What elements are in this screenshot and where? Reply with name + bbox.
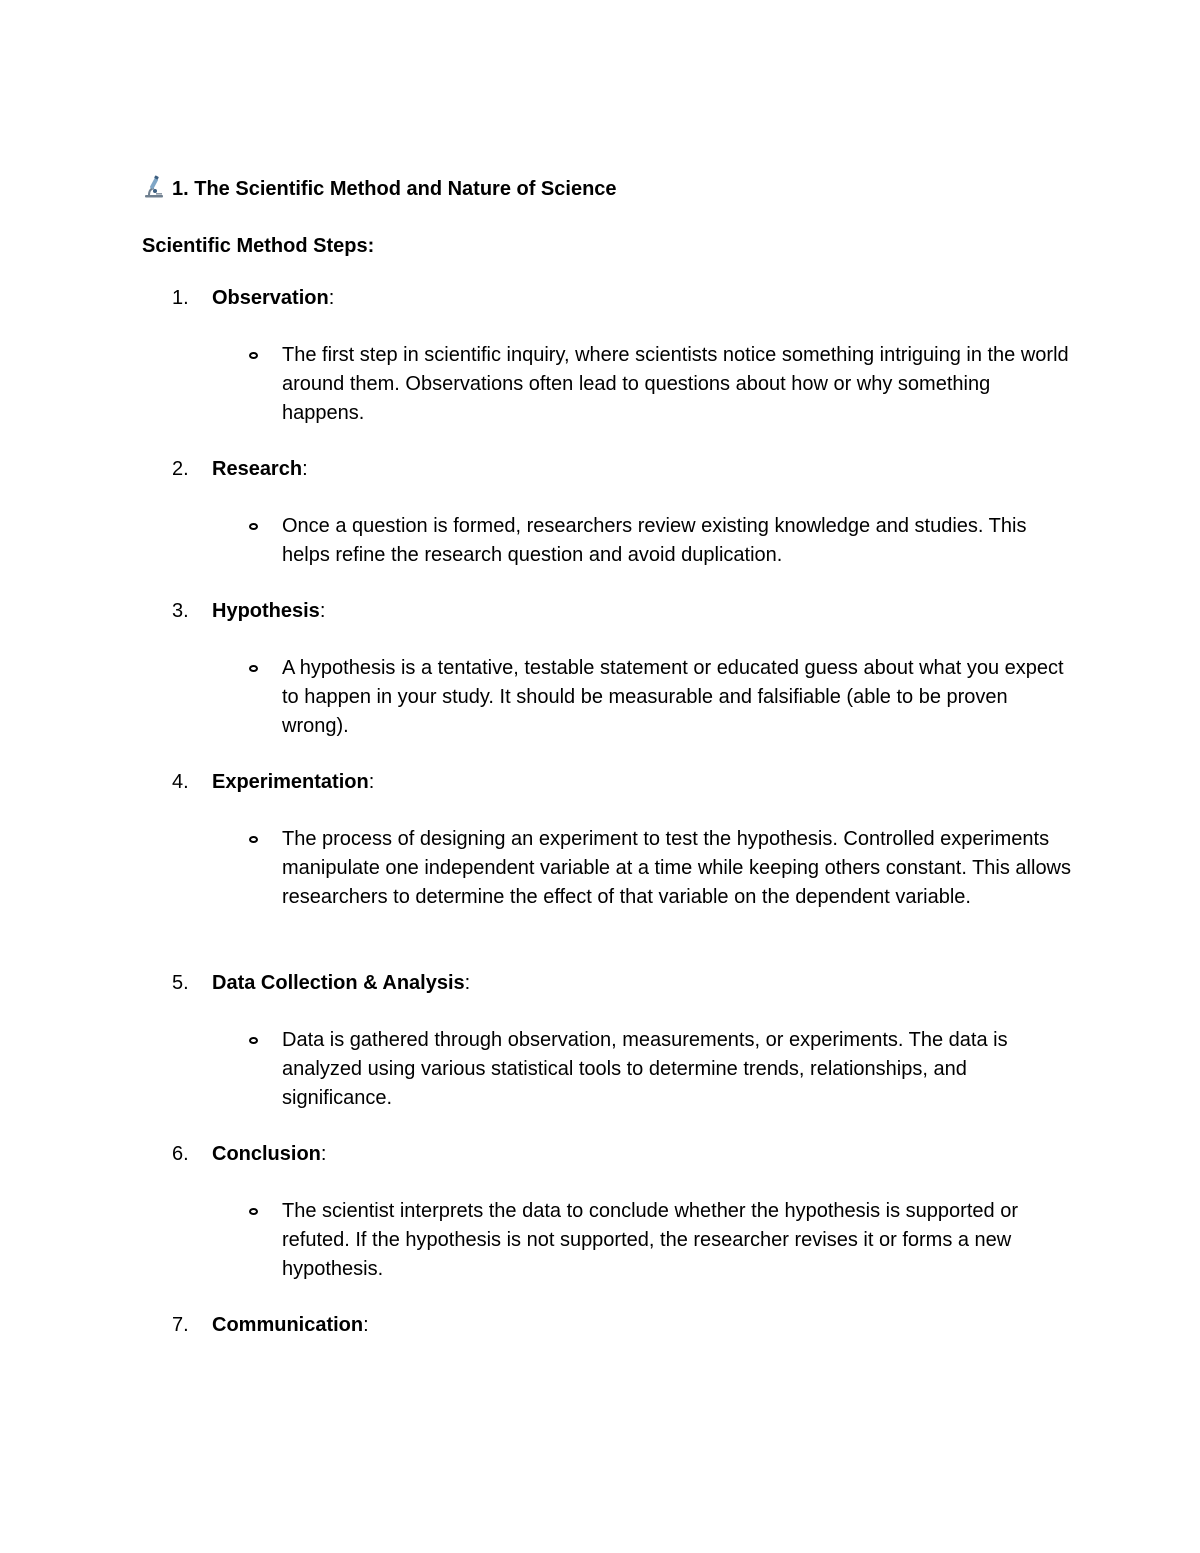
step-description [282, 825, 1072, 912]
step-heading [172, 1140, 1072, 1168]
hollow-bullet-icon [249, 1208, 258, 1215]
step-description [282, 341, 1072, 428]
step-description [282, 654, 1072, 741]
hollow-bullet-icon [249, 352, 258, 359]
step-number: 2. [172, 458, 189, 480]
step-heading [172, 969, 1072, 997]
list-item-step-5 [172, 969, 1072, 1113]
step-description [282, 1197, 1072, 1284]
step-heading [172, 768, 1072, 796]
step-number: 1. [172, 287, 189, 309]
step-heading [172, 1311, 1072, 1339]
step-number: 4. [172, 771, 189, 793]
document-title [142, 175, 617, 203]
step-label: Hypothesis [212, 600, 320, 622]
hollow-bullet-icon [249, 1037, 258, 1044]
list-item-step-6 [172, 1140, 1072, 1284]
step-description-text: The first step in scientific inquiry, where scientists notice something intriguing in the world around them. Observations often lead to questions about how or why something happens. [282, 344, 1069, 424]
step-number: 5. [172, 972, 189, 994]
list-item-step-4 [172, 768, 1072, 912]
step-heading [172, 597, 1072, 625]
hollow-bullet-icon [249, 665, 258, 672]
microscope-icon [142, 175, 166, 199]
step-number: 3. [172, 600, 189, 622]
step-heading [172, 284, 1072, 312]
step-colon: : [328, 287, 335, 309]
document-title-text: 1. The Scientific Method and Nature of Science [172, 178, 617, 200]
section-heading: Scientific Method Steps: [142, 235, 375, 257]
step-colon: : [464, 972, 471, 994]
step-label: Communication [212, 1314, 364, 1336]
step-description-text: The scientist interprets the data to conclude whether the hypothesis is supported or refuted. If the hypothesis is not supported, the researcher revises it or forms a new hypothesis. [282, 1200, 1018, 1280]
step-label: Conclusion [212, 1143, 321, 1165]
list-item-step-1 [172, 284, 1072, 428]
step-label: Data Collection & Analysis [212, 972, 465, 994]
step-description [282, 512, 1072, 570]
hollow-bullet-icon [249, 836, 258, 843]
step-colon: : [319, 600, 326, 622]
hollow-bullet-icon [249, 523, 258, 530]
step-colon: : [302, 458, 308, 480]
list-item-step-7 [172, 1311, 1072, 1339]
step-description-text: Data is gathered through observation, measurements, or experiments. The data is analyzed using various statistical tools to determine trends, relationships, and significance. [282, 1029, 1008, 1109]
step-label: Experimentation [212, 771, 369, 793]
step-colon: : [320, 1143, 327, 1165]
step-colon: : [368, 771, 375, 793]
step-colon: : [363, 1314, 369, 1336]
step-heading [172, 455, 1072, 483]
step-number: 7. [172, 1314, 189, 1336]
step-description-text: A hypothesis is a tentative, testable statement or educated guess about what you expect to happen in your study. It should be measurable and falsifiable (able to be proven wrong). [282, 657, 1064, 737]
step-description-text: The process of designing an experiment to test the hypothesis. Controlled experiments manipulate one independent variable at a time while keeping others constant. This allows researchers to determine the effect of that variable on the dependent variable. [282, 828, 1072, 908]
list-item-step-2 [172, 455, 1072, 570]
step-description-text: Once a question is formed, researchers review existing knowledge and studies. This helps refine the research question and avoid duplication. [282, 515, 1027, 566]
step-label: Research [212, 458, 303, 480]
step-label: Observation [212, 287, 329, 309]
list-item-step-3 [172, 597, 1072, 741]
step-number: 6. [172, 1143, 189, 1165]
step-description [282, 1026, 1072, 1113]
